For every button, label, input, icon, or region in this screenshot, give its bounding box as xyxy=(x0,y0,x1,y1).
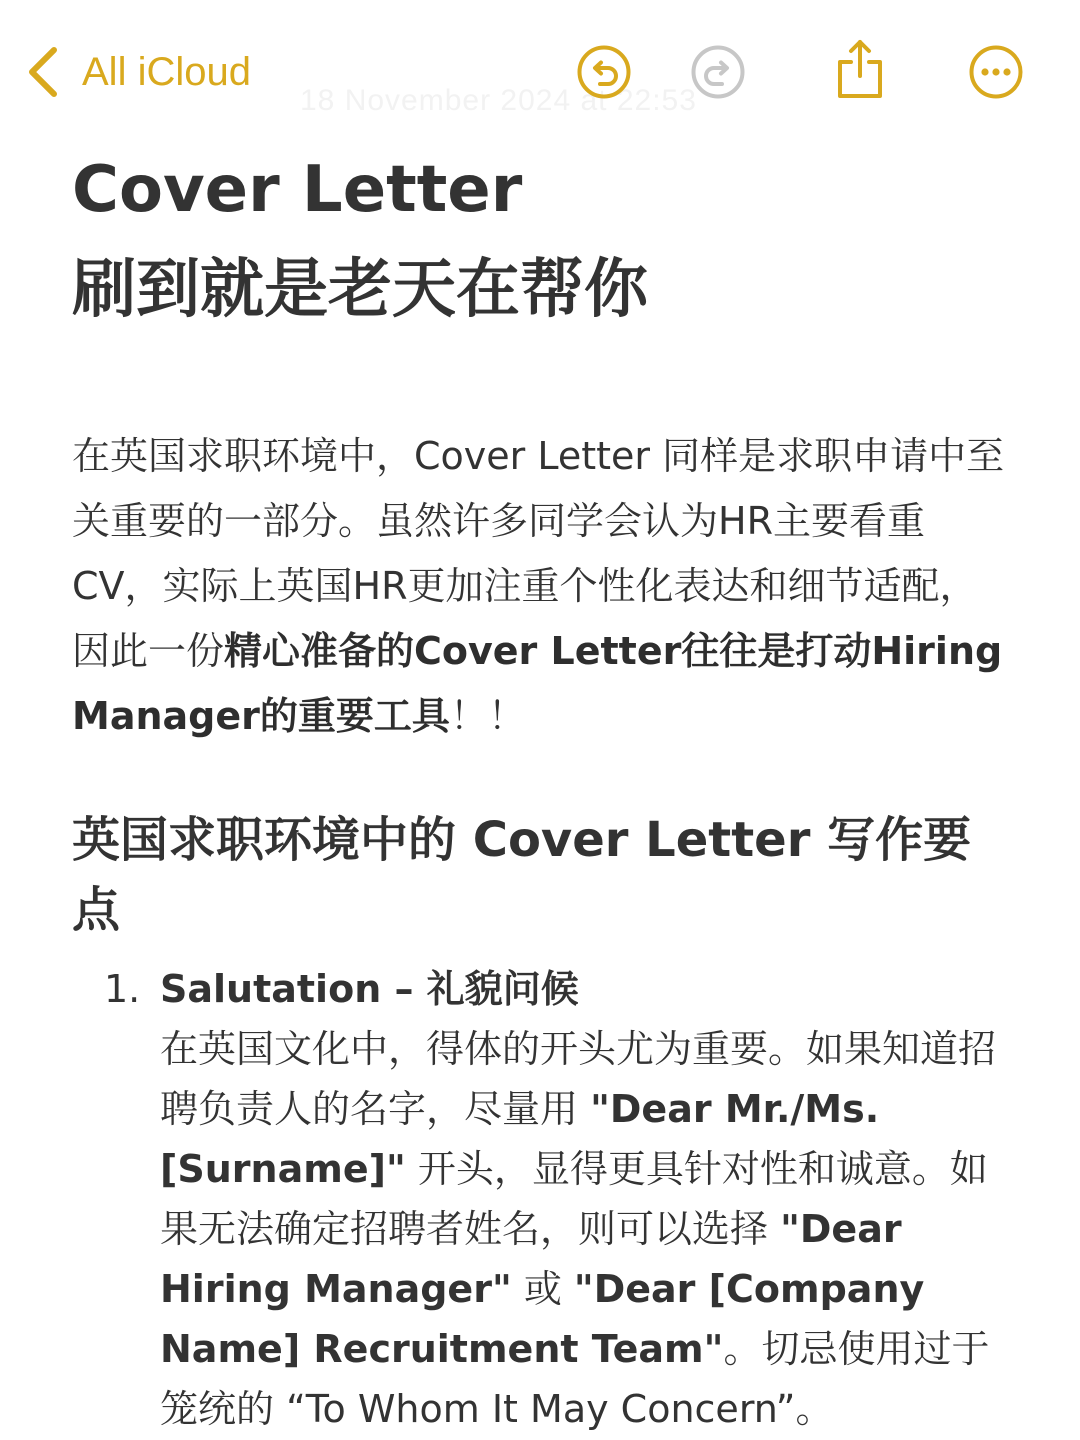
list-item-title: Salutation – 礼貌问候 xyxy=(160,967,579,1011)
undo-icon xyxy=(576,44,632,100)
chevron-left-icon xyxy=(26,46,60,98)
intro-end-text: ！！ xyxy=(449,694,526,738)
redo-button[interactable] xyxy=(690,44,746,100)
list-item-bold-text: "Dear Hiring Manager" xyxy=(160,1207,902,1311)
section-heading: 英国求职环境中的 Cover Letter 写作要点 xyxy=(72,812,972,938)
note-title-line-1: Cover Letter xyxy=(72,153,523,227)
note-date: 18 November 2024 at 22:53 xyxy=(300,84,697,117)
intro-paragraph xyxy=(72,424,1012,749)
intro-text: 在英国求职环境中，Cover Letter 同样是求职申请中至关重要的一部分。虽然许多同学会认为HR主要看重CV，实际上英国HR更加注重个性化表达和细节适配，因此一份 xyxy=(72,434,1005,673)
note-title-line-2: 刷到就是老天在帮你 xyxy=(72,253,648,327)
note-content[interactable] xyxy=(72,148,1012,1439)
list-item-bold-text: "Dear Mr./Ms. [Surname]" xyxy=(160,1087,880,1191)
undo-button[interactable] xyxy=(576,44,632,100)
list-item-text: 在英国文化中，得体的开头尤为重要。如果知道招聘负责人的名字，尽量用 xyxy=(160,1027,997,1131)
intro-bold-text: 精心准备的Cover Letter往往是打动Hiring Manager的重要工具 xyxy=(72,629,1003,738)
list-item-text: 。切忌使用过于笼统的 “To Whom It May Concern”。 xyxy=(160,1327,990,1431)
navigation-bar xyxy=(0,0,1080,140)
back-button[interactable] xyxy=(26,40,251,104)
back-button-label: All iCloud xyxy=(82,49,251,94)
share-button[interactable] xyxy=(832,38,888,94)
redo-icon xyxy=(690,44,746,100)
more-button[interactable] xyxy=(968,44,1024,100)
share-icon xyxy=(832,38,888,100)
list-item-number: 1. xyxy=(104,967,141,1011)
note-title xyxy=(72,148,1012,332)
list-item-text: 或 xyxy=(511,1267,574,1311)
more-icon xyxy=(968,44,1024,100)
list-item xyxy=(72,959,1020,1439)
list-item-bold-text: "Dear [Company Name] Recruitment Team" xyxy=(160,1267,925,1371)
list-item-text: 开头，显得更具针对性和诚意。如果无法确定招聘者姓名，则可以选择 xyxy=(160,1147,988,1251)
list-item-body xyxy=(160,1027,996,1431)
